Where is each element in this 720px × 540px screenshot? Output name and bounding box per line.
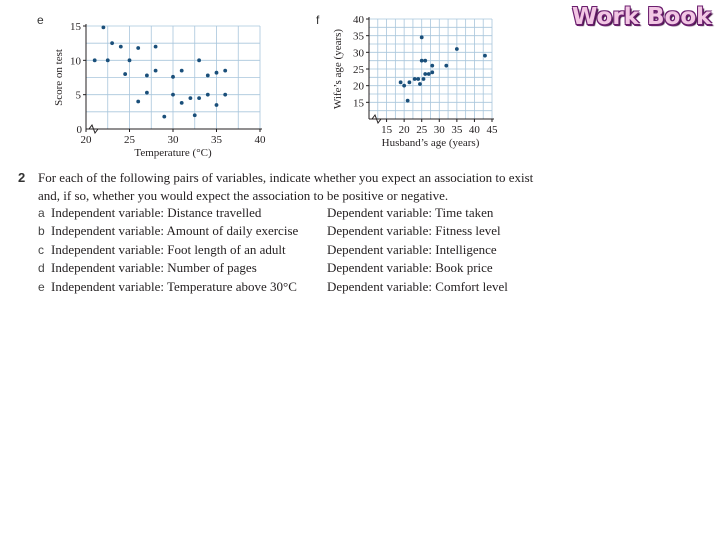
dependent-variable: Dependent variable: Fitness level [327,223,501,238]
data-point [413,77,417,81]
data-point [455,47,459,51]
data-point [189,96,193,100]
x-tick-label: 30 [433,124,445,136]
y-tick-label: 25 [353,64,364,76]
data-point [193,113,197,117]
data-point [93,58,97,62]
data-point [197,58,201,62]
data-point [171,93,175,97]
dependent-variable: Dependent variable: Book price [327,260,493,275]
x-tick-label: 30 [167,134,179,146]
item-letter: e [38,280,45,294]
x-tick-label: 20 [80,134,92,146]
plot-letter-f: f [316,13,320,27]
data-point [197,96,201,100]
data-point [136,100,140,104]
data-point [223,93,227,97]
data-point [444,64,448,68]
data-point [416,77,420,81]
work-book-logo: Work Book [572,4,712,30]
y-tick-label: 20 [353,80,364,93]
data-point [420,59,424,63]
data-point [136,46,140,50]
origin-label: 0 [76,124,82,136]
data-point [180,101,184,105]
scatter-plot-temperature-score [50,12,275,164]
independent-variable: Independent variable: Amount of daily exercise [51,223,299,238]
item-letter: a [38,206,45,220]
data-point [423,59,427,63]
y-tick-label: 40 [353,14,364,26]
data-point [420,35,424,39]
scatter-plot-husband-wife-age [330,8,505,158]
data-point [162,115,166,119]
data-point [206,93,210,97]
data-point [427,72,431,76]
x-tick-label: 45 [486,124,498,136]
y-tick-label: 35 [353,30,364,43]
x-tick-label: 20 [398,124,410,136]
data-point [406,99,410,103]
independent-variable: Independent variable: Temperature above 30°C [51,279,297,294]
item-letter: b [38,224,45,238]
data-point [154,45,158,49]
item-letter: d [38,261,45,275]
x-tick-label: 35 [451,124,463,136]
y-tick-label: 30 [353,47,364,60]
data-point [223,69,227,73]
question-number: 2 [18,170,26,185]
dependent-variable: Dependent variable: Time taken [327,205,494,220]
x-tick-label: 35 [211,134,222,146]
data-point [418,82,422,86]
y-axis-title: Wife’s age (years) [332,28,344,110]
data-point [123,72,127,76]
data-point [430,70,434,74]
question-text-line-1: For each of the following pairs of variables, indicate whether you expect an association to exist [38,170,534,185]
item-letter: c [38,243,44,257]
question-text-line-2: and, if so, whether you would expect the association to be positive or negative. [38,188,449,203]
dependent-variable: Dependent variable: Comfort level [327,279,508,294]
data-point [399,80,403,84]
data-point [106,58,110,62]
y-tick-label: 10 [70,55,81,68]
data-point [215,71,219,75]
data-point [171,75,175,79]
data-point [128,58,132,62]
data-point [145,74,149,78]
data-point [206,74,210,78]
plot-letter-e: e [37,13,44,27]
y-tick-label: 15 [70,21,81,33]
independent-variable: Independent variable: Number of pages [51,260,257,275]
data-point [145,91,149,95]
data-point [110,41,114,45]
data-point [408,80,412,84]
x-tick-label: 40 [468,124,480,136]
data-point [102,25,106,29]
data-point [423,72,427,76]
x-tick-label: 40 [254,134,266,146]
y-tick-label: 5 [75,89,81,102]
y-axis-title: Score on test [53,49,65,106]
data-point [180,69,184,73]
data-point [215,103,219,107]
x-tick-label: 25 [124,134,135,146]
x-axis-title: Temperature (°C) [134,147,212,159]
data-point [402,84,406,88]
independent-variable: Independent variable: Foot length of an adult [51,242,286,257]
data-point [154,69,158,73]
x-tick-label: 15 [381,124,393,136]
independent-variable: Independent variable: Distance travelled [51,205,262,220]
x-tick-label: 25 [416,124,428,136]
data-point [422,77,426,81]
dependent-variable: Dependent variable: Intelligence [327,242,497,257]
data-point [483,54,487,58]
data-point [430,64,434,68]
data-point [119,45,123,49]
x-axis-title: Husband’s age (years) [381,137,480,149]
y-tick-label: 15 [353,97,364,110]
